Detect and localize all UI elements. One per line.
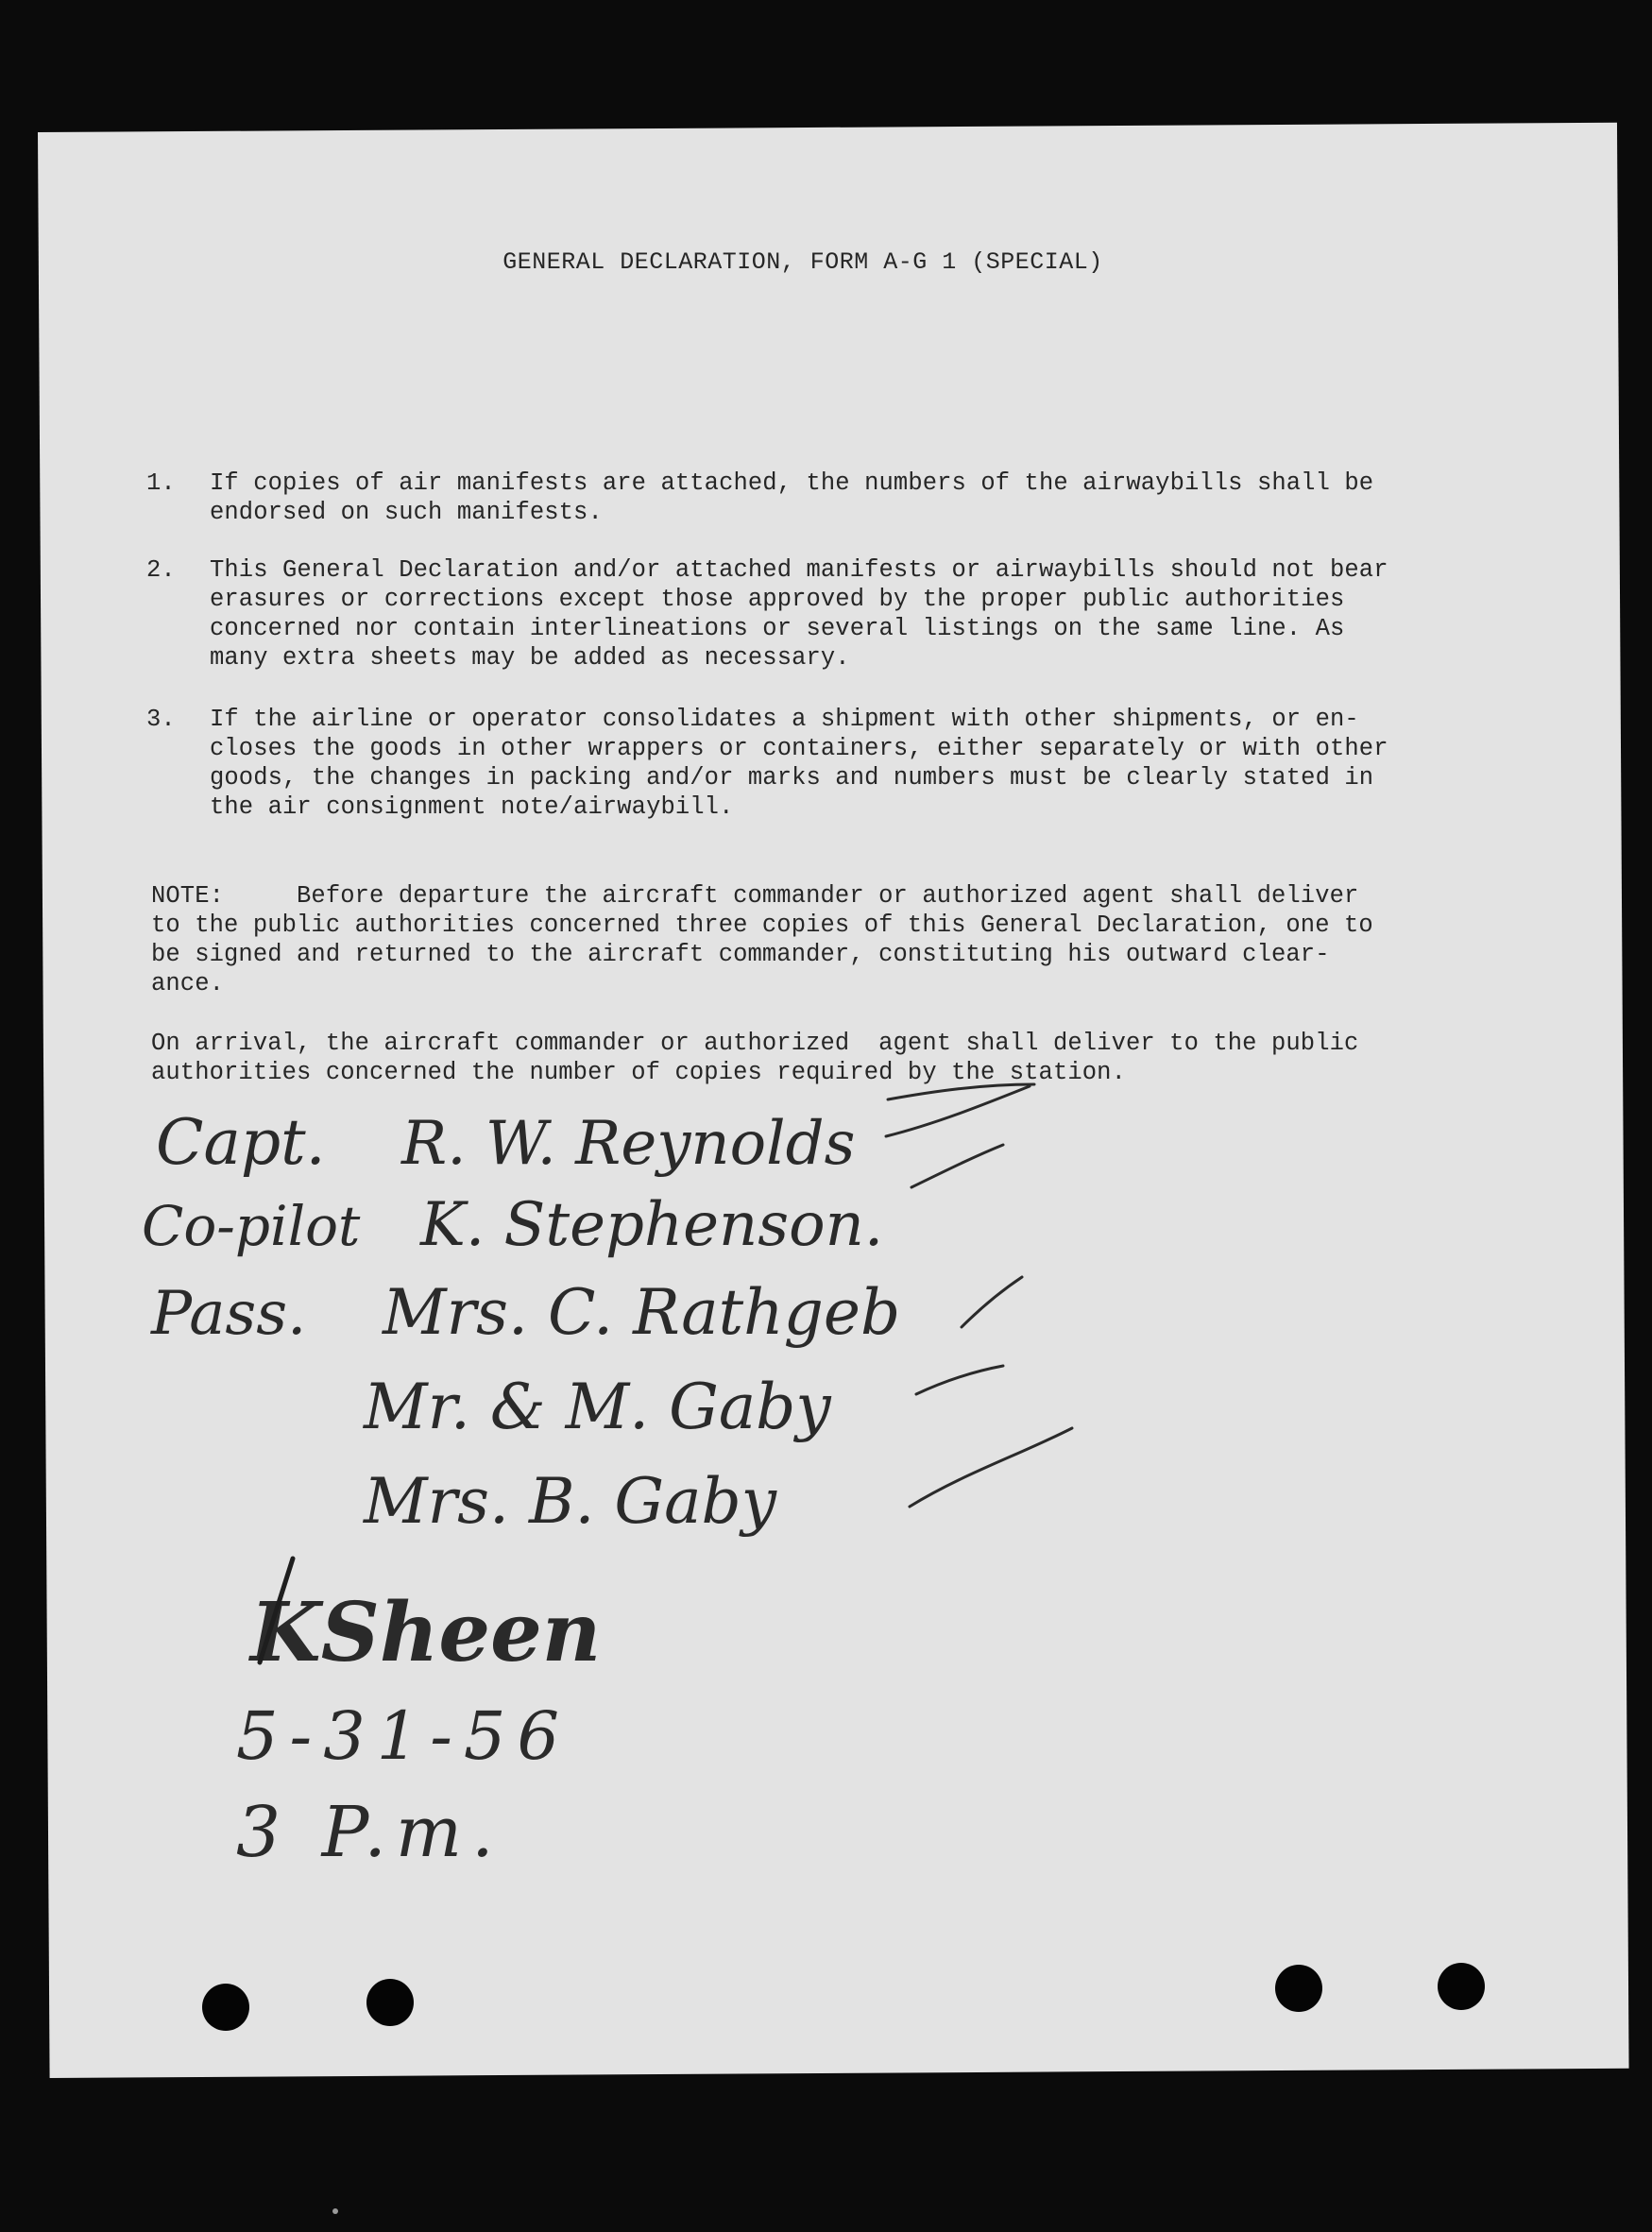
check-mark bbox=[962, 1277, 1022, 1327]
punch-hole bbox=[202, 1984, 249, 2031]
check-mark bbox=[916, 1366, 1003, 1394]
scan-speck bbox=[332, 2208, 338, 2214]
text-line: to the public authorities concerned three copies of this General Declaration, one to bbox=[151, 912, 1373, 939]
crew-name: Mrs. C. Rathgeb bbox=[383, 1276, 901, 1349]
text-line: authorities concerned the number of copies required by the station. bbox=[151, 1059, 1126, 1086]
crew-role: Capt. bbox=[156, 1106, 326, 1179]
text-line: closes the goods in other wrappers or containers, either separately or with other bbox=[210, 735, 1388, 762]
text-line: many extra sheets may be added as necessary. bbox=[210, 644, 850, 672]
handwritten-time: 3 P.m. bbox=[236, 1792, 503, 1873]
punch-hole bbox=[1438, 1963, 1485, 2010]
text-line: be signed and returned to the aircraft commander, constituting his outward clear- bbox=[151, 941, 1330, 968]
text-line: On arrival, the aircraft commander or authorized agent shall deliver to the public bbox=[151, 1030, 1359, 1057]
text-line: ance. bbox=[151, 970, 225, 997]
item-number: 3. bbox=[146, 706, 176, 733]
check-marks bbox=[886, 1084, 1072, 1507]
crew-name: K. Stephenson. bbox=[420, 1190, 884, 1260]
item-number: 1. bbox=[146, 469, 176, 497]
text-line: This General Declaration and/or attached manifests or airwaybills should not bear bbox=[210, 556, 1388, 584]
punch-hole bbox=[1275, 1965, 1322, 2012]
crew-name: Mr. & M. Gaby bbox=[364, 1371, 831, 1443]
crew-name: R. W. Reynolds bbox=[401, 1109, 856, 1179]
check-mark bbox=[886, 1086, 1030, 1136]
handwritten-date: 5-31-56 bbox=[236, 1697, 571, 1775]
text-line: If the airline or operator consolidates a shipment with other shipments, or en- bbox=[210, 706, 1359, 733]
crew-name: Mrs. B. Gaby bbox=[364, 1465, 777, 1538]
check-mark bbox=[910, 1428, 1072, 1507]
crew-role: Co-pilot bbox=[142, 1194, 361, 1258]
text-line: If copies of air manifests are attached, the numbers of the airwaybills shall be bbox=[210, 469, 1374, 497]
text-line: NOTE: Before departure the aircraft commander or authorized agent shall deliver bbox=[151, 882, 1359, 910]
text-line: the air consignment note/airwaybill. bbox=[210, 793, 734, 821]
text-line: goods, the changes in packing and/or marks and numbers must be clearly stated in bbox=[210, 764, 1374, 792]
signature-text: KSheen bbox=[250, 1585, 602, 1680]
document-title: GENERAL DECLARATION, FORM A-G 1 (SPECIAL) bbox=[502, 248, 1103, 276]
text-line: endorsed on such manifests. bbox=[210, 499, 603, 526]
item-number: 2. bbox=[146, 556, 176, 584]
crew-list bbox=[142, 1106, 900, 1538]
signature bbox=[247, 1559, 601, 1680]
punch-hole bbox=[366, 1979, 414, 2026]
text-line: erasures or corrections except those approved by the proper public authorities bbox=[210, 586, 1345, 613]
text-line: concerned nor contain interlineations or several listings on the same line. As bbox=[210, 615, 1345, 642]
crew-role: Pass. bbox=[151, 1279, 307, 1349]
check-mark bbox=[911, 1145, 1003, 1187]
